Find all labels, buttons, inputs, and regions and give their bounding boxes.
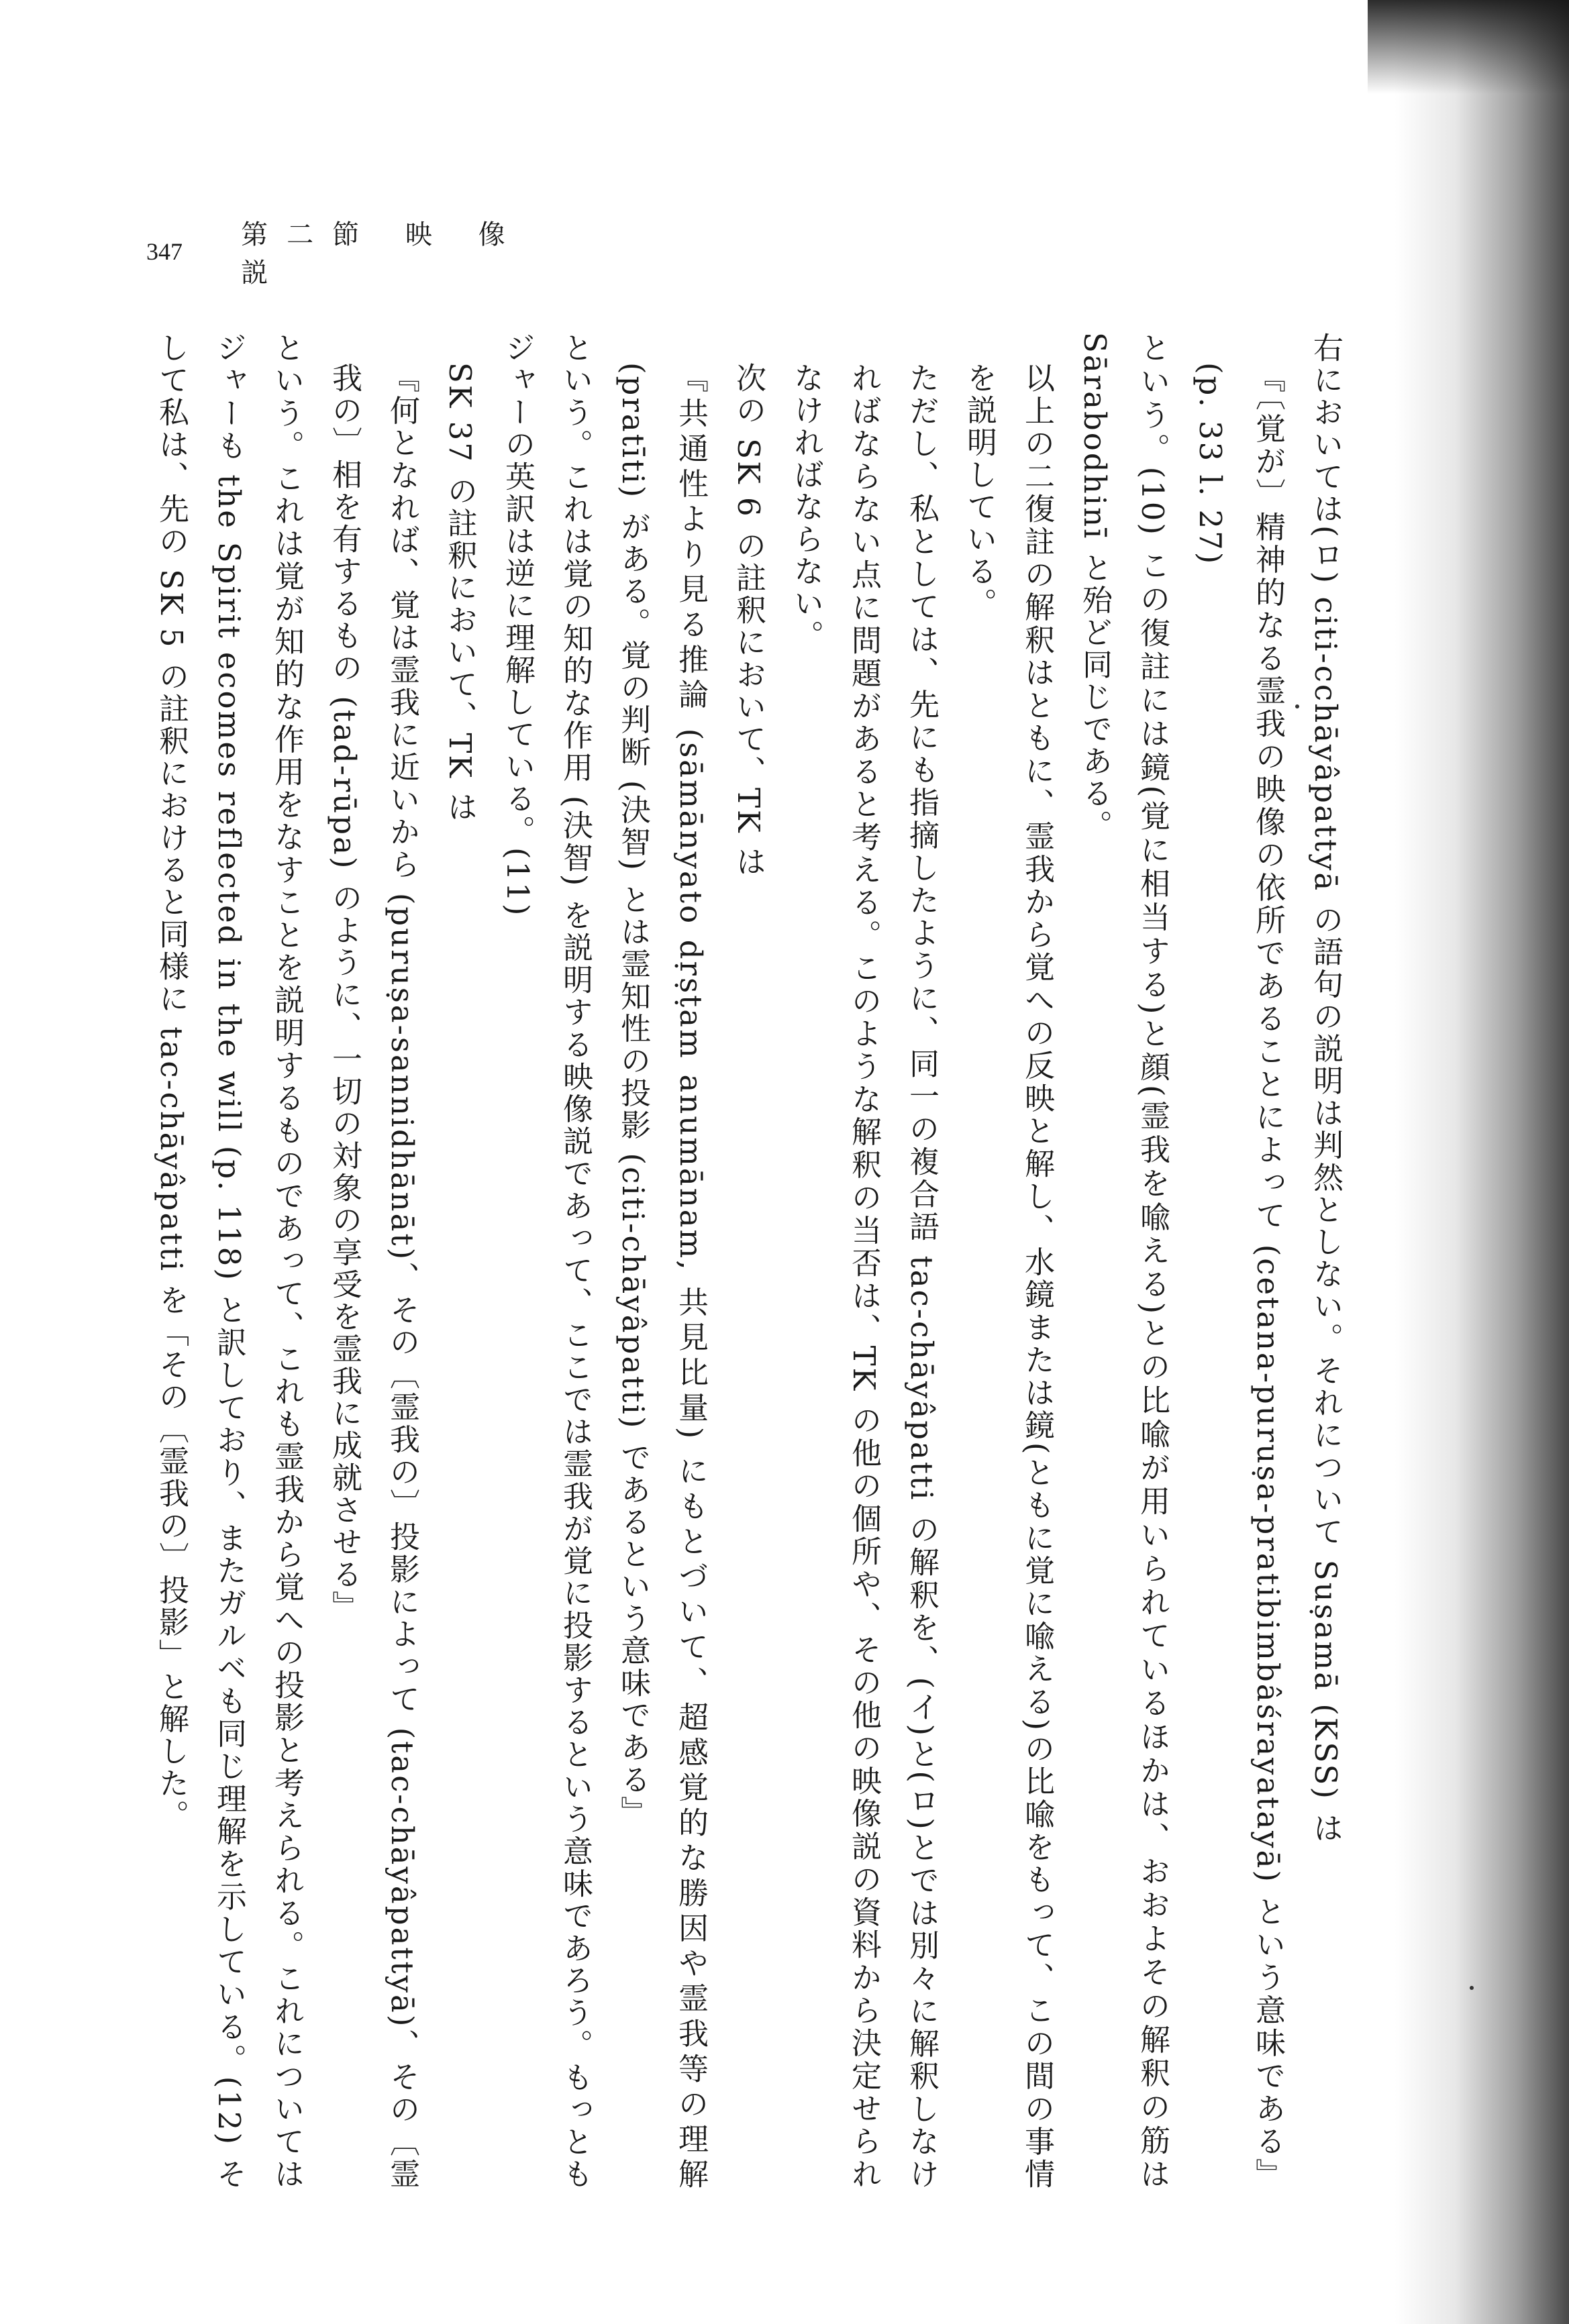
paragraph: SK 37 の註釈において、TK は	[442, 362, 478, 824]
binding-top-shadow	[1368, 0, 1569, 94]
scan-speck	[1470, 1986, 1474, 1990]
running-head	[146, 219, 576, 288]
block-quote: 『何となれば、覚は霊我に近いから (puruṣa-sannidhānāt)、その〔霊我の〕投影によって (tac-chāyâpattyā)、その〔霊我の〕相を有するもの (tad-rūpa) のように、一切の対象の享受を霊我に成就させる』	[327, 362, 420, 2190]
paragraph: という。(10) この復註には鏡(覚に相当する)と顔(霊我を喩える)との比喩が用いられているほかは、おおよその解釈の筋は Sārabodhinī と殆ど同じである。	[1077, 332, 1170, 2190]
running-title: 第二節 映 像 説	[241, 219, 524, 288]
binding-shadow	[1395, 0, 1569, 2324]
body-text	[99, 332, 1354, 2190]
paragraph: 右においては(ロ) citi-cchāyâpattyā の語句の説明は判然としない。それについて Suṣamā (KSS) は	[1308, 332, 1344, 1845]
paragraph: 以上の二復註の解釈はともに、霊我から覚への反映と解し、水鏡または鏡(ともに覚に喩える)の比喩をもって、この間の事情を説明している。	[962, 362, 1055, 2190]
paragraph: ただし、私としては、先にも指摘したように、同一の複合語 tac-chāyâpatti の解釈を、(イ)と(ロ)とでは別々に解釈しなければならない点に問題があると考える。このような解釈の当否は、TK の他の個所や、その他の映像説の資料から決定せられなければならない。	[789, 362, 940, 2190]
block-quote: 『〔覚が〕精神的なる霊我の映像の依所であることによって (cetana-puruṣa-pratibimbâśrayatayā) という意味である』(p. 33 l. 27)	[1193, 362, 1286, 2190]
page-number: 347	[146, 238, 183, 265]
block-quote: 『共通性より見る推論 (sāmānyato dṛṣṭam anumānam, 共見比量) にもとづいて、超感覚的な勝因や霊我等の理解 (pratīti) がある。覚の判断 (決智) とは霊知性の投影 (citi-chāyâpatti) であるという意味である』	[615, 362, 709, 2190]
paragraph: という。これは覚が知的な作用をなすことを説明するものであって、これも霊我から覚への投影と考えられる。これについてはジャーも the Spirit ecomes reflected in the will (p. 118) と訳しており、またガルベも同じ理解を示している。(12) そして私は、先の SK 5 の註釈におけると同様に tac-chāyâpatti を「その〔霊我の〕投影」と解した。	[154, 332, 305, 2190]
paragraph: という。これは覚の知的な作用 (決智) を説明する映像説であって、ここでは霊我が覚に投影するという意味であろう。もっともジャーの英訳は逆に理解している。(11)	[500, 332, 593, 2190]
paragraph: 次の SK 6 の註釈において、TK は	[731, 362, 766, 878]
